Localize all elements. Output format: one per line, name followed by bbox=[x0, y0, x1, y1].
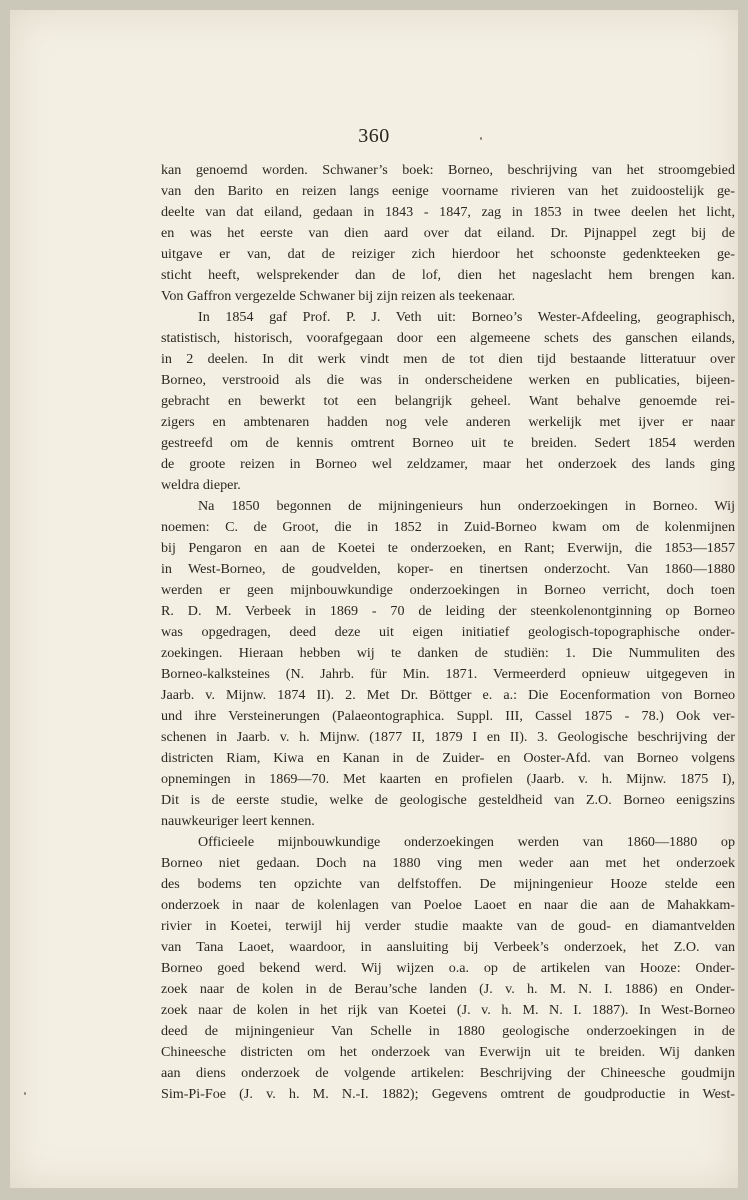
book-page bbox=[10, 10, 738, 1188]
text-line: van den Barito en reizen langs eenige voorname rivieren van het zuidoostelijk ge- bbox=[161, 183, 735, 199]
text-line: rivier in Koetei, terwijl hij verder studie maakte van de goud- en diamantvelden bbox=[161, 918, 735, 934]
text-line: gestreefd om de kennis omtrent Borneo uit te breiden. Sedert 1854 werden bbox=[161, 435, 735, 451]
text-line: und ihre Versteinerungen (Palaeontographica. Suppl. III, Cassel 1875 - 78.) Ook ver- bbox=[161, 708, 735, 724]
text-line: uitgave er van, dat de reiziger zich hierdoor het schoonste gedenkteeken ge- bbox=[161, 246, 735, 262]
text-line: Officieele mijnbouwkundige onderzoekingen werden van 1860—1880 op bbox=[198, 834, 735, 850]
ink-fleck bbox=[24, 1092, 26, 1095]
text-line: zigers en ambtenaren hadden nog vele anderen werkelijk met ijver er naar bbox=[161, 414, 735, 430]
text-line: zoek naar de kolen in het rijk van Koetei (J. v. h. M. N. I. 1887). In West-Borneo bbox=[161, 1002, 735, 1018]
text-line: Borneo niet gedaan. Doch na 1880 ving men weder aan met het onderzoek bbox=[161, 855, 735, 871]
text-line: districten Riam, Kiwa en Kanan in de Zuider- en Ooster-Afd. van Borneo volgens bbox=[161, 750, 735, 766]
text-line: schenen in Jaarb. v. h. Mijnw. (1877 II, 1879 I en II). 3. Geologische beschrijving der bbox=[161, 729, 735, 745]
text-line: zoek naar de kolen in de Berau’sche landen (J. v. h. M. N. I. 1886) en Onder- bbox=[161, 981, 735, 997]
text-line: deelte van dat eiland, gedaan in 1843 - 1847, zag in 1853 in twee deelen het licht, bbox=[161, 204, 735, 220]
text-line: zoekingen. Hieraan hebben wij te danken de studiën: 1. Die Nummuliten des bbox=[161, 645, 735, 661]
text-line: bij Pengaron en aan de Koetei te onderzoeken, en Rant; Everwijn, die 1853—1857 bbox=[161, 540, 735, 556]
text-line: sticht heeft, welsprekender dan de lof, dien het nageslacht hem brengen kan. bbox=[161, 267, 735, 283]
text-line: noemen: C. de Groot, die in 1852 in Zuid-Borneo kwam om de kolenmijnen bbox=[161, 519, 735, 535]
text-line: Dit is de eerste studie, welke de geologische gesteldheid van Z.O. Borneo eenigszins bbox=[161, 792, 735, 808]
text-line: opnemingen in 1869—70. Met kaarten en profielen (Jaarb. v. h. Mijnw. 1875 I), bbox=[161, 771, 735, 787]
body-text bbox=[161, 160, 735, 1105]
text-line: onderzoek in naar de kolenlagen van Poeloe Laoet en naar die aan de Mahakkam- bbox=[161, 897, 735, 913]
text-line: gebracht en bewerkt tot een belangrijk geheel. Want behalve genoemde rei- bbox=[161, 393, 735, 409]
text-line: Chineesche districten om het onderzoek van Everwijn uit te breiden. Wij danken bbox=[161, 1044, 735, 1060]
text-line: in West-Borneo, de goudvelden, koper- en tinertsen onderzocht. Van 1860—1880 bbox=[161, 561, 735, 577]
text-line: van Tana Laoet, waardoor, in aansluiting bij Verbeek’s onderzoek, het Z.O. van bbox=[161, 939, 735, 955]
text-line: werden er geen mijnbouwkundige onderzoekingen in Borneo verricht, doch toen bbox=[161, 582, 735, 598]
text-line: Borneo, verstrooid als die was in onderscheidene werken en publicaties, bijeen- bbox=[161, 372, 735, 388]
text-line: aan diens onderzoek de volgende artikelen: Beschrijving der Chineesche goudmijn bbox=[161, 1065, 735, 1081]
text-line: de groote reizen in Borneo wel zeldzamer, maar het onderzoek des lands ging bbox=[161, 456, 735, 472]
text-line: nauwkeuriger leert kennen. bbox=[161, 813, 315, 829]
text-line: Borneo-kalksteines (N. Jahrb. für Min. 1871. Vermeerderd opnieuw uitgegeven in bbox=[161, 666, 735, 682]
text-line: kan genoemd worden. Schwaner’s boek: Borneo, beschrijving van het stroomgebied bbox=[161, 162, 735, 178]
text-line: statistisch, historisch, voorafgegaan door een algemeene schets des ganschen eilands, bbox=[161, 330, 735, 346]
page-number: 360 bbox=[358, 125, 390, 147]
text-line: Von Gaffron vergezelde Schwaner bij zijn reizen als teekenaar. bbox=[161, 288, 516, 304]
text-line: des bodems ten opzichte van delfstoffen. De mijningenieur Hooze stelde een bbox=[161, 876, 735, 892]
text-line: in 2 deelen. In dit werk vindt men de tot dien tijd bestaande litteratuur over bbox=[161, 351, 735, 367]
text-line: Sim-Pi-Foe (J. v. h. M. N.-I. 1882); Gegevens omtrent de goudproductie in West- bbox=[161, 1086, 735, 1102]
text-line: deed de mijningenieur Van Schelle in 1880 geologische onderzoekingen in de bbox=[161, 1023, 735, 1039]
text-line: Jaarb. v. Mijnw. 1874 II). 2. Met Dr. Böttger e. a.: Die Eocenformation von Borneo bbox=[161, 687, 735, 703]
text-line: was opgedragen, deed deze uit eigen initiatief geologisch-topographische onder- bbox=[161, 624, 735, 640]
text-line: R. D. M. Verbeek in 1869 - 70 de leiding der steenkolenontginning op Borneo bbox=[161, 603, 735, 619]
text-line: en was het eerste van dien aard over dat eiland. Dr. Pijnappel zegt bij de bbox=[161, 225, 735, 241]
text-line: In 1854 gaf Prof. P. J. Veth uit: Borneo’s Wester-Afdeeling, geographisch, bbox=[198, 309, 735, 325]
text-line: Na 1850 begonnen de mijningenieurs hun onderzoekingen in Borneo. Wij bbox=[198, 498, 735, 514]
text-line: Borneo goed bekend werd. Wij wijzen o.a. op de artikelen van Hooze: Onder- bbox=[161, 960, 735, 976]
ink-fleck bbox=[480, 137, 482, 140]
text-line: weldra dieper. bbox=[161, 477, 241, 493]
